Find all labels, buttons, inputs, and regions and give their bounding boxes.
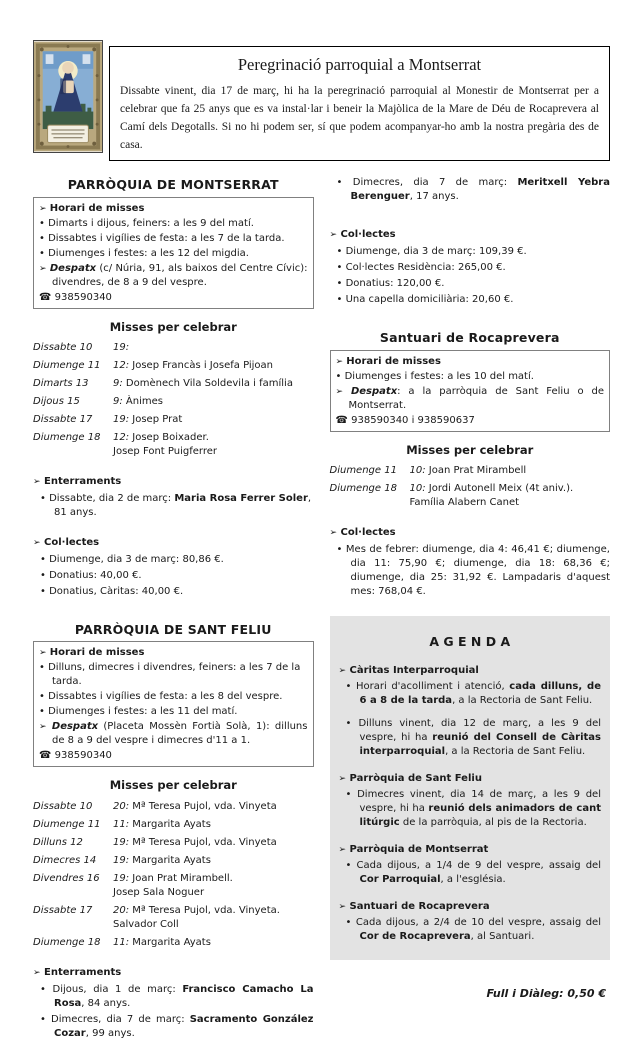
collecta-item [330, 245, 611, 259]
agenda-section-heading [339, 772, 602, 786]
montserrat-horari-box [33, 197, 314, 309]
missa-day: Diumenge 11 [33, 359, 101, 371]
collectes-heading [330, 228, 611, 242]
missa-detail [113, 800, 314, 814]
arrow-bullet-icon: ➢ [39, 648, 47, 659]
missa-row [330, 464, 611, 478]
missa-detail [113, 395, 314, 409]
horari-item-text: Diumenges i festes: a les 12 del migdia. [48, 247, 249, 259]
missa-day: Diumenge 18 [33, 431, 101, 443]
collecta-text: Mes de febrer: diumenge, dia 4: 46,41 €; diumenge, dia 11: 75,90 €; diumenge, dia 18: 68,36 €; diumenge, dia 25: 31,92 €. Lampadaris d'aquest mes: 768,04 €. [345, 543, 610, 597]
collectes-list [330, 543, 611, 599]
agenda-item-text: Horari d'acolliment i atenció, cada dilluns, de 6 a 8 de la tarda, a la Rectoria de Sant Feliu. [355, 681, 601, 707]
arrow-bullet-icon: ➢ [329, 230, 338, 241]
missa-name: Joan Prat Mirambell [428, 464, 527, 476]
missa-name-2: Josep Font Puigferrer [113, 445, 217, 457]
enterrament-item [33, 492, 314, 520]
enterrament-pre: Dijous, dia 1 de març: [52, 983, 183, 995]
bullet-icon: • [335, 370, 342, 382]
bullet-icon: • [336, 278, 343, 290]
agenda-section-heading [339, 843, 602, 857]
bullet-icon: • [336, 177, 343, 189]
agenda-bullets [339, 859, 602, 887]
enterrament-pre: Dimecres, dia 7 de març: [352, 177, 518, 189]
enterrament-post: , 99 anys. [85, 1027, 135, 1039]
missa-row [33, 904, 314, 932]
missa-detail [410, 464, 611, 478]
missa-name-2: Família Alabern Canet [409, 496, 520, 508]
agenda-item [339, 680, 602, 708]
missa-line [113, 836, 314, 850]
horari-item [39, 217, 308, 231]
horari-item [39, 705, 308, 719]
missa-detail [113, 854, 314, 868]
despatx-line [39, 720, 308, 748]
agenda-box [330, 616, 611, 961]
enterrament-pre: Dimecres, dia 7 de març: [51, 1013, 190, 1025]
missa-detail [410, 482, 611, 510]
phone-icon: ☎ [39, 750, 52, 762]
missa-row [33, 359, 314, 373]
section-title-sant-feliu: PARRÒQUIA DE SANT FELIU [74, 621, 272, 637]
missa-time: 19: [113, 872, 130, 884]
despatx-label: Despatx [350, 385, 398, 397]
collecta-item [33, 569, 314, 583]
missa-line [113, 377, 314, 391]
missa-name: Ànimes [125, 395, 163, 407]
agenda-item-text: Cada dijous, a 2/4 de 10 del vespre, assaig del Cor de Rocaprevera, al Santuari. [355, 917, 601, 943]
agenda-section [339, 843, 602, 887]
bullet-icon: • [336, 246, 343, 258]
agenda-item-text: Cada dijous, a 1/4 de 9 del vespre, assaig del Cor Parroquial, a l'església. [356, 860, 601, 886]
horari-item-text: Dimarts i dijous, feiners: a les 9 del matí. [48, 217, 254, 229]
missa-detail [113, 413, 314, 427]
missa-line [113, 818, 314, 832]
missa-row [33, 800, 314, 814]
missa-name: Margarita Ayats [132, 936, 211, 948]
misses-heading: Misses per celebrar [406, 442, 534, 457]
right-column [330, 176, 611, 1042]
bullet-icon: • [40, 983, 46, 995]
missa-detail [113, 818, 314, 832]
missa-line [113, 341, 314, 355]
agenda-section [339, 664, 602, 759]
missa-time: 9: [113, 377, 123, 389]
collecta-text: Diumenge, dia 3 de març: 109,39 €. [345, 246, 527, 258]
phone-number: 938590340 [54, 291, 112, 303]
missa-detail [113, 341, 314, 355]
montserrat-misses-list [33, 341, 314, 459]
agenda-section-heading [339, 900, 602, 914]
agenda-heading-text: Parròquia de Montserrat [349, 844, 489, 856]
despatx-text: (Placeta Mossèn Fortià Solà, 1): dilluns de 8 a 9 del vespre i dimecres d'11 a 1. [52, 721, 308, 747]
deceased-name: Meritxell Yebra Berenguer [350, 177, 610, 203]
missa-day: Divendres 16 [33, 872, 100, 884]
agenda-item [339, 788, 602, 830]
phone-line [336, 414, 605, 428]
price-note: Full i Diàleg: 0,50 € [486, 987, 606, 1001]
missa-name: Jordi Autonell Meix (4t aniv.). [428, 482, 574, 494]
deceased-name: Francisco Camacho La Rosa [54, 983, 314, 1009]
collectes-label: Col·lectes [44, 536, 100, 548]
bullet-icon: • [345, 789, 352, 801]
arrow-bullet-icon: ➢ [338, 666, 347, 677]
missa-line [113, 395, 314, 409]
sant-feliu-enterraments [33, 966, 314, 1041]
collecta-text: Diumenge, dia 3 de març: 80,86 €. [49, 553, 224, 565]
horari-item [39, 661, 308, 689]
horari-heading [39, 202, 308, 216]
despatx-label: Despatx [49, 262, 97, 274]
bullet-icon: • [345, 681, 352, 693]
agenda-item-text: Dimecres vinent, dia 14 de març, a les 9 del vespre, hi ha reunió dels animadors de cant litúrgic de la parròquia, al pis de la Rectoria. [357, 789, 602, 829]
missa-time: 12: [113, 359, 130, 371]
horari-heading [39, 646, 308, 660]
missa-row [33, 936, 314, 950]
missa-time: 19: [113, 854, 130, 866]
missa-detail [113, 904, 314, 932]
missa-row [33, 413, 314, 427]
bullet-icon: • [40, 585, 46, 597]
agenda-item [339, 916, 602, 944]
bullet-icon: • [345, 860, 352, 872]
missa-line [113, 413, 314, 427]
missa-time: 19: [113, 413, 130, 425]
phone-icon: ☎ [335, 414, 348, 426]
arrow-bullet-icon: ➢ [338, 774, 347, 785]
missa-line [113, 359, 314, 373]
arrow-bullet-icon: ➢ [338, 845, 347, 856]
sant-feliu-horari-box [33, 641, 314, 767]
missa-name: Joan Prat Mirambell. [132, 872, 233, 884]
arrow-bullet-icon: ➢ [335, 386, 344, 397]
collecta-item [330, 277, 611, 291]
collectes-label: Col·lectes [340, 229, 396, 241]
collectes-list [330, 245, 611, 307]
enterrament-item [33, 1013, 314, 1041]
missa-row [33, 341, 314, 355]
missa-line [113, 936, 314, 950]
missa-line [113, 854, 314, 868]
enterraments-heading [33, 475, 314, 489]
collecta-text: Donatius: 40,00 €. [49, 569, 142, 581]
bullet-icon: • [40, 492, 46, 504]
missa-name: Mª Teresa Pujol, vda. Vinyeta [132, 800, 277, 812]
collectes-heading [330, 526, 611, 540]
missa-time: 11: [113, 936, 130, 948]
phone-line [39, 291, 308, 305]
missa-time: 11: [113, 818, 130, 830]
horari-item-text: Diumenges i festes: a les 11 del matí. [48, 706, 238, 718]
horari-label: Horari de misses [49, 647, 145, 659]
agenda-heading-text: Parròquia de Sant Feliu [349, 773, 482, 785]
bullet-icon: • [336, 262, 343, 274]
enterraments-label: Enterraments [44, 475, 122, 487]
deceased-name: Sacramento González Cozar [54, 1013, 314, 1039]
missa-name: Domènech Vila Soldevila i família [125, 377, 293, 389]
montserrat-enterraments [33, 475, 314, 520]
arrow-bullet-icon: ➢ [39, 203, 47, 214]
rocaprevera-collectes [330, 526, 611, 599]
header [33, 40, 610, 161]
bullet-icon: • [336, 543, 343, 555]
rocaprevera-horari-box [330, 350, 611, 432]
missa-time: 12: [113, 431, 130, 443]
missa-name: Margarita Ayats [132, 818, 211, 830]
missa-row [33, 377, 314, 391]
missa-row [33, 395, 314, 409]
arrow-bullet-icon: ➢ [335, 356, 344, 367]
missa-name-2: Salvador Coll [113, 918, 179, 930]
agenda-sections [339, 664, 602, 944]
missa-line [410, 482, 611, 496]
horari-item-text: Dissabtes i vigílies de festa: a les 8 del vespre. [48, 691, 283, 703]
horari-item-text: Diumenges i festes: a les 10 del matí. [344, 370, 534, 382]
agenda-heading-text: Santuari de Rocaprevera [349, 901, 490, 913]
missa-line [113, 872, 314, 886]
bullet-icon: • [40, 569, 46, 581]
collectes-list [33, 553, 314, 599]
missa-row [33, 836, 314, 850]
despatx-text: : a la parròquia de Sant Feliu o de Montserrat. [348, 385, 604, 411]
sant-feliu-collectes [330, 228, 611, 307]
missa-detail [113, 431, 314, 459]
collecta-item [33, 585, 314, 599]
bullet-icon: • [39, 247, 45, 259]
horari-items [39, 217, 308, 261]
phone-line [39, 749, 308, 763]
missa-day: Diumenge 18 [329, 482, 397, 494]
missa-row [33, 872, 314, 900]
missa-name: Mª Teresa Pujol, vda. Vinyeta. [132, 904, 280, 916]
virgin-of-rocaprevera-tile-image [33, 40, 103, 153]
horari-item [336, 370, 605, 384]
arrow-bullet-icon: ➢ [39, 722, 47, 733]
missa-name: Margarita Ayats [132, 854, 211, 866]
missa-day: Dimarts 13 [33, 377, 89, 389]
horari-items [39, 661, 308, 719]
arrow-bullet-icon: ➢ [39, 263, 47, 274]
bullet-icon: • [39, 691, 45, 703]
horari-item [39, 247, 308, 261]
collecta-text: Donatius, Càritas: 40,00 €. [49, 585, 184, 597]
left-column [33, 176, 314, 1042]
collecta-item [33, 553, 314, 567]
enterraments-list [33, 983, 314, 1041]
horari-items [336, 370, 605, 384]
missa-day: Diumenge 18 [33, 936, 101, 948]
enterrament-item [33, 983, 314, 1011]
missa-day: Diumenge 11 [329, 464, 397, 476]
despatx-line [336, 385, 605, 413]
agenda-item [339, 717, 602, 759]
missa-day: Diumenge 11 [33, 818, 101, 830]
horari-item [39, 232, 308, 246]
missa-detail [113, 377, 314, 391]
bullet-icon: • [345, 718, 352, 730]
sant-feliu-section [33, 621, 314, 1041]
missa-day: Dissabte 17 [33, 904, 93, 916]
missa-day: Dissabte 17 [33, 413, 93, 425]
header-box [109, 46, 610, 161]
collecta-item [330, 293, 611, 307]
agenda-item [339, 859, 602, 887]
agenda-heading-text: Càritas Interparroquial [349, 665, 479, 677]
missa-time: 20: [113, 904, 130, 916]
bullet-icon: • [39, 217, 45, 229]
agenda-item-text: Dilluns vinent, dia 12 de març, a les 9 del vespre, hi ha reunió del Consell de Càritas interparroquial, a la Rectoria de Sant Feliu. [358, 718, 601, 758]
horari-item-text: Dilluns, dimecres i divendres, feiners: a les 7 de la tarda. [48, 662, 301, 688]
misses-heading: Misses per celebrar [109, 778, 237, 793]
collecta-text: Donatius: 120,00 €. [345, 278, 445, 290]
enterraments-label: Enterraments [44, 966, 122, 978]
bullet-icon: • [39, 706, 45, 718]
deceased-name: Maria Rosa Ferrer Soler [174, 492, 308, 504]
sant-feliu-misses-list [33, 800, 314, 950]
missa-time: 20: [113, 800, 130, 812]
enterrament-continuation-item [330, 176, 611, 204]
arrow-bullet-icon: ➢ [338, 902, 347, 913]
missa-row [330, 482, 611, 510]
header-paragraph: Dissabte vinent, dia 17 de març, hi ha la peregrinació parroquial al Monestir de Montserrat per a celebrar que fa 25 anys que es va instal·lar i beneir la Majòlica de la Mare de Déu de Rocaprevera al Camí dels Degotalls. Si no hi podem ser, sí que podem acompanyar-ho amb la nostra pregària des de casa. [120, 85, 599, 151]
arrow-bullet-icon: ➢ [33, 537, 41, 548]
agenda-section-heading [339, 664, 602, 678]
rocaprevera-section [330, 329, 611, 599]
missa-day: Dissabte 10 [33, 800, 93, 812]
phone-number: 938590340 [54, 750, 112, 762]
missa-detail [113, 872, 314, 900]
horari-item [39, 690, 308, 704]
agenda-title: A G E N D A [429, 633, 511, 649]
columns [33, 176, 610, 1042]
collecta-text: Col·lectes Residència: 265,00 €. [345, 262, 506, 274]
collecta-item [330, 261, 611, 275]
agenda-section [339, 900, 602, 944]
horari-item-text: Dissabtes i vigílies de festa: a les 7 de la tarda. [48, 232, 285, 244]
agenda-bullets [339, 916, 602, 944]
missa-line [113, 800, 314, 814]
agenda-bullets [339, 788, 602, 830]
agenda-section [339, 772, 602, 830]
missa-name: Mª Teresa Pujol, vda. Vinyeta [132, 836, 277, 848]
enterrament-post: , 81 anys. [54, 492, 312, 518]
missa-day: Dimecres 14 [33, 854, 97, 866]
section-title-rocaprevera: Santuari de Rocaprevera [379, 330, 560, 346]
phone-number: 938590340 i 938590637 [351, 414, 475, 426]
bullet-icon: • [40, 553, 46, 565]
despatx-line [39, 262, 308, 290]
collecta-item [330, 543, 611, 599]
missa-line [113, 431, 314, 445]
montserrat-collectes [33, 536, 314, 599]
bullet-icon: • [345, 917, 352, 929]
missa-time: 9: [113, 395, 123, 407]
enterraments-heading [33, 966, 314, 980]
missa-detail [113, 359, 314, 373]
bullet-icon: • [40, 1013, 46, 1025]
missa-name: Josep Boixader. [132, 431, 209, 443]
horari-heading [336, 355, 605, 369]
missa-row [33, 818, 314, 832]
missa-row [33, 431, 314, 459]
enterrament-post: , 17 anys. [409, 191, 459, 203]
missa-time: 19: [113, 341, 130, 353]
missa-line [410, 464, 611, 478]
phone-icon: ☎ [39, 291, 52, 303]
missa-time: 10: [409, 464, 426, 476]
collectes-label: Col·lectes [340, 526, 396, 538]
missa-name-2: Josep Sala Noguer [113, 886, 205, 898]
missa-day: Dijous 15 [33, 395, 80, 407]
despatx-text: (c/ Núria, 91, als baixos del Centre Cívic): divendres, de 8 a 9 del vespre. [52, 262, 308, 288]
missa-time: 10: [409, 482, 426, 494]
missa-detail [113, 936, 314, 950]
missa-day: Dilluns 12 [33, 836, 83, 848]
missa-time: 19: [113, 836, 130, 848]
despatx-label: Despatx [51, 721, 99, 733]
collecta-text: Una capella domiciliària: 20,60 €. [345, 294, 514, 306]
bullet-icon: • [39, 232, 45, 244]
missa-line [113, 904, 314, 918]
missa-day: Dissabte 10 [33, 341, 93, 353]
horari-label: Horari de misses [346, 355, 441, 367]
arrow-bullet-icon: ➢ [33, 967, 41, 978]
bullet-icon: • [336, 294, 343, 306]
arrow-bullet-icon: ➢ [329, 527, 338, 538]
missa-detail [113, 836, 314, 850]
horari-label: Horari de misses [49, 202, 145, 214]
missa-row [33, 854, 314, 868]
bullet-icon: • [39, 662, 45, 674]
enterrament-pre: Dissabte, dia 2 de març: [49, 492, 175, 504]
enterrament-post: , 84 anys. [81, 997, 131, 1009]
misses-heading: Misses per celebrar [109, 319, 237, 334]
section-title-montserrat: PARRÒQUIA DE MONTSERRAT [67, 177, 279, 193]
enterraments-list [33, 492, 314, 520]
page-title: Peregrinació parroquial a Montserrat [237, 55, 482, 74]
rocaprevera-misses-list [330, 464, 611, 510]
missa-name: Josep Prat [132, 413, 183, 425]
missa-name: Josep Francàs i Josefa Pijoan [132, 359, 274, 371]
agenda-bullets [339, 680, 602, 759]
arrow-bullet-icon: ➢ [33, 476, 41, 487]
collectes-heading [33, 536, 314, 550]
